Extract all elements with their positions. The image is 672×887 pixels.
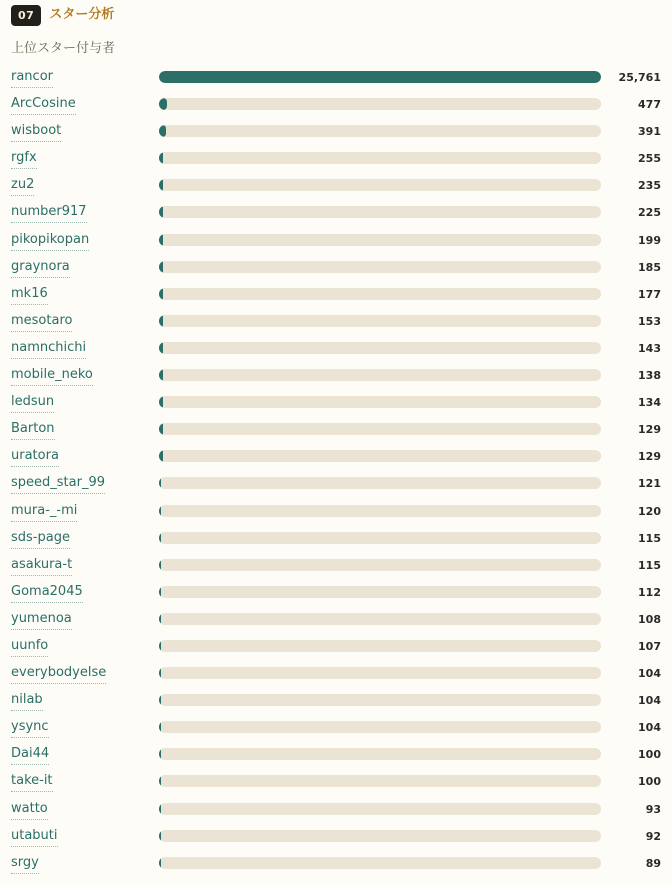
star-bar-track: [159, 586, 601, 598]
user-link[interactable]: rancor: [11, 68, 53, 88]
star-giver-row: [0, 148, 672, 175]
star-bar-fill: [159, 559, 161, 571]
star-bar-track: [159, 423, 601, 435]
star-bar-fill: [159, 125, 166, 137]
star-giver-row: [0, 717, 672, 744]
user-link[interactable]: mura-_-mi: [11, 502, 77, 522]
user-link[interactable]: ArcCosine: [11, 95, 76, 115]
star-bar-track: [159, 721, 601, 733]
star-count: 153: [638, 314, 661, 328]
star-giver-row: [0, 528, 672, 555]
star-bar-track: [159, 288, 601, 300]
star-bar-fill: [159, 532, 161, 544]
star-bar-fill: [159, 613, 161, 625]
star-count: 100: [638, 775, 661, 789]
star-bar-fill: [159, 206, 163, 218]
star-count: 134: [638, 396, 661, 410]
star-bar-fill: [159, 803, 161, 815]
star-giver-row: [0, 121, 672, 148]
star-count: 129: [638, 450, 661, 464]
star-bar-track: [159, 830, 601, 842]
star-bar-track: [159, 640, 601, 652]
star-giver-row: [0, 771, 672, 798]
star-giver-row: [0, 230, 672, 257]
user-link[interactable]: ysync: [11, 718, 49, 738]
user-link[interactable]: utabuti: [11, 827, 58, 847]
star-bar-fill: [159, 748, 161, 760]
star-giver-list: [0, 67, 672, 880]
user-link[interactable]: everybodyelse: [11, 664, 106, 684]
star-bar-fill: [159, 477, 161, 489]
star-count: 225: [638, 206, 661, 220]
star-count: 93: [645, 802, 661, 816]
star-count: 112: [638, 585, 661, 599]
star-bar-track: [159, 694, 601, 706]
star-bar-fill: [159, 152, 163, 164]
user-link[interactable]: mobile_neko: [11, 366, 93, 386]
star-giver-row: [0, 853, 672, 880]
star-bar-track: [159, 505, 601, 517]
star-count: 129: [638, 423, 661, 437]
star-giver-row: [0, 202, 672, 229]
star-bar-track: [159, 857, 601, 869]
star-giver-row: [0, 555, 672, 582]
star-bar-track: [159, 613, 601, 625]
star-count: 177: [638, 287, 661, 301]
star-bar-fill: [159, 505, 161, 517]
user-link[interactable]: srgy: [11, 854, 39, 874]
star-bar-fill: [159, 71, 601, 83]
star-giver-row: [0, 311, 672, 338]
user-link[interactable]: uunfo: [11, 637, 48, 657]
star-count: 108: [638, 612, 661, 626]
star-bar-fill: [159, 640, 161, 652]
star-giver-row: [0, 365, 672, 392]
user-link[interactable]: mk16: [11, 285, 48, 305]
user-link[interactable]: Dai44: [11, 745, 49, 765]
user-link[interactable]: namnchichi: [11, 339, 86, 359]
star-bar-fill: [159, 261, 163, 273]
star-bar-track: [159, 396, 601, 408]
star-bar-track: [159, 206, 601, 218]
star-bar-track: [159, 342, 601, 354]
star-giver-row: [0, 284, 672, 311]
star-bar-track: [159, 152, 601, 164]
star-giver-row: [0, 175, 672, 202]
star-bar-track: [159, 71, 601, 83]
star-count: 107: [638, 639, 661, 653]
star-giver-row: [0, 473, 672, 500]
star-count: 25,761: [618, 71, 661, 84]
star-giver-row: [0, 826, 672, 853]
star-count: 235: [638, 179, 661, 193]
star-giver-row: [0, 67, 672, 94]
user-link[interactable]: ledsun: [11, 393, 54, 413]
user-link[interactable]: watto: [11, 800, 48, 820]
star-count: 199: [638, 233, 661, 247]
top-star-givers-heading: 上位スター付与者: [11, 41, 116, 56]
star-count: 120: [638, 504, 661, 518]
star-bar-fill: [159, 721, 161, 733]
star-bar-track: [159, 803, 601, 815]
star-giver-row: [0, 663, 672, 690]
star-giver-row: [0, 636, 672, 663]
star-bar-track: [159, 477, 601, 489]
star-bar-track: [159, 179, 601, 191]
star-count: 391: [638, 125, 661, 139]
star-bar-track: [159, 450, 601, 462]
star-count: 115: [638, 558, 661, 572]
user-link[interactable]: Barton: [11, 420, 55, 440]
star-giver-row: [0, 338, 672, 365]
user-link[interactable]: uratora: [11, 447, 59, 467]
star-bar-fill: [159, 694, 161, 706]
star-count: 255: [638, 152, 661, 166]
user-link[interactable]: number917: [11, 203, 87, 223]
star-bar-fill: [159, 315, 163, 327]
star-giver-row: [0, 419, 672, 446]
star-giver-row: [0, 94, 672, 121]
star-bar-fill: [159, 857, 161, 869]
star-bar-fill: [159, 179, 163, 191]
star-count: 89: [645, 856, 661, 870]
user-link[interactable]: mesotaro: [11, 312, 72, 332]
star-giver-row: [0, 392, 672, 419]
user-link[interactable]: sds-page: [11, 529, 70, 549]
star-bar-fill: [159, 98, 167, 110]
star-count: 104: [638, 721, 661, 735]
star-bar-track: [159, 667, 601, 679]
star-bar-track: [159, 315, 601, 327]
star-count: 100: [638, 748, 661, 762]
user-link[interactable]: speed_star_99: [11, 474, 105, 494]
section-number-badge: 07: [11, 5, 41, 26]
star-giver-row: [0, 690, 672, 717]
star-giver-row: [0, 799, 672, 826]
user-link[interactable]: graynora: [11, 258, 70, 278]
star-giver-row: [0, 609, 672, 636]
star-giver-row: [0, 501, 672, 528]
star-bar-fill: [159, 234, 163, 246]
star-count: 121: [638, 477, 661, 491]
star-bar-fill: [159, 450, 163, 462]
user-link[interactable]: wisboot: [11, 122, 61, 142]
star-count: 143: [638, 341, 661, 355]
star-bar-fill: [159, 586, 161, 598]
star-count: 104: [638, 667, 661, 681]
user-link[interactable]: Goma2045: [11, 583, 83, 603]
star-bar-track: [159, 234, 601, 246]
star-count: 477: [638, 98, 661, 112]
user-link[interactable]: nilab: [11, 691, 43, 711]
star-giver-row: [0, 582, 672, 609]
star-giver-row: [0, 257, 672, 284]
star-count: 92: [645, 829, 661, 843]
star-bar-track: [159, 775, 601, 787]
star-bar-fill: [159, 667, 161, 679]
star-bar-fill: [159, 423, 163, 435]
star-bar-track: [159, 559, 601, 571]
star-count: 138: [638, 369, 661, 383]
star-bar-track: [159, 98, 601, 110]
star-bar-track: [159, 532, 601, 544]
user-link[interactable]: yumenoa: [11, 610, 72, 630]
user-link[interactable]: take-it: [11, 772, 53, 792]
user-link[interactable]: zu2: [11, 176, 34, 196]
star-bar-fill: [159, 396, 163, 408]
star-bar-fill: [159, 369, 163, 381]
section-title: スター分析: [49, 7, 115, 22]
star-bar-fill: [159, 288, 163, 300]
user-link[interactable]: asakura-t: [11, 556, 72, 576]
star-bar-track: [159, 261, 601, 273]
star-bar-fill: [159, 830, 161, 842]
star-count: 115: [638, 531, 661, 545]
user-link[interactable]: rgfx: [11, 149, 37, 169]
section-header: [11, 4, 114, 26]
star-count: 104: [638, 694, 661, 708]
star-bar-track: [159, 369, 601, 381]
star-giver-row: [0, 446, 672, 473]
star-bar-track: [159, 748, 601, 760]
star-bar-fill: [159, 775, 161, 787]
star-giver-row: [0, 744, 672, 771]
star-bar-track: [159, 125, 601, 137]
star-count: 185: [638, 260, 661, 274]
user-link[interactable]: pikopikopan: [11, 231, 89, 251]
star-bar-fill: [159, 342, 163, 354]
